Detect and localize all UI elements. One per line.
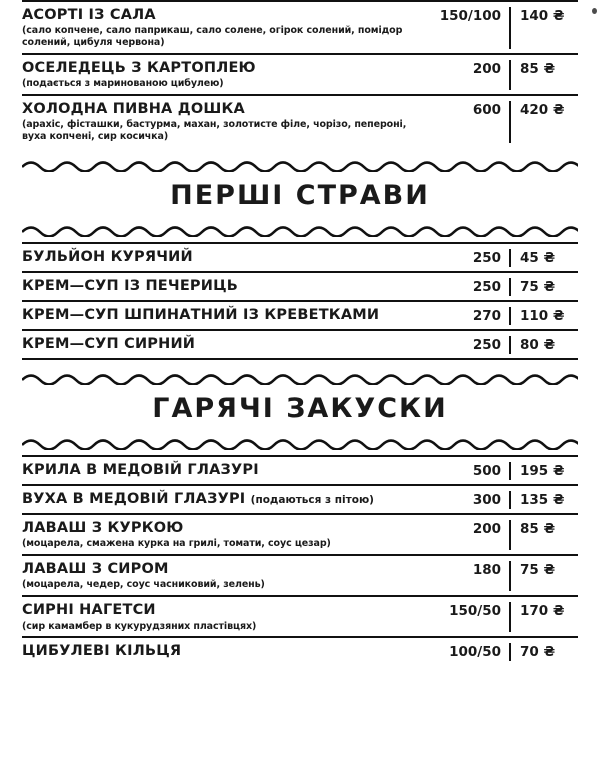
menu-item-title: ЦИБУЛЕВІ КІЛЬЦЯ <box>22 643 182 660</box>
menu-item-weight-cell <box>427 307 509 325</box>
menu-item-weight: 150/50 <box>449 603 501 620</box>
menu-item-price-cell <box>509 307 578 325</box>
menu-row <box>22 96 578 147</box>
menu-item-name-block <box>22 602 427 632</box>
menu-item-description: (подається з маринованою цибулею) <box>22 78 224 90</box>
section-header-pershi-stravy <box>22 156 578 237</box>
menu-item-weight: 150/100 <box>439 8 501 24</box>
menu-item-inline-note: (подаються з пітою) <box>250 494 374 507</box>
menu-item-weight-cell <box>427 462 509 480</box>
menu-item-price: 85 ₴ <box>520 521 556 538</box>
menu-item-title: ЛАВАШ З КУРКОЮ <box>22 520 184 537</box>
menu-item-weight: 270 <box>472 308 501 325</box>
menu-item-title: АСОРТІ ІЗ САЛА <box>22 7 156 23</box>
menu-item-weight-cell <box>427 643 509 661</box>
wave-divider-top <box>22 156 578 172</box>
menu-item-price-cell <box>509 520 578 550</box>
menu-item-description: (моцарела, чедер, соус часниковий, зелень) <box>22 579 265 591</box>
menu-item-price-cell <box>509 643 578 661</box>
menu-item-weight: 200 <box>472 521 501 538</box>
menu-row <box>22 273 578 302</box>
wave-divider-bottom <box>22 434 578 450</box>
menu-item-price: 195 ₴ <box>520 463 565 480</box>
section-cold-appetizers-items <box>22 0 578 147</box>
menu-item-title: СИРНІ НАГЕТСИ <box>22 602 156 619</box>
menu-item-price-cell <box>509 336 578 354</box>
menu-item-weight: 200 <box>472 60 501 77</box>
menu-row <box>22 302 578 331</box>
menu-item-weight: 250 <box>472 279 501 296</box>
menu-item-price: 75 ₴ <box>520 279 556 296</box>
menu-item-price-cell <box>509 491 578 509</box>
menu-item-price: 75 ₴ <box>520 562 556 579</box>
section-hot-appetizers-items <box>22 455 578 665</box>
menu-item-price: 80 ₴ <box>520 337 556 354</box>
menu-item-title: КРЕМ—СУП СИРНИЙ <box>22 336 196 353</box>
menu-item-price: 110 ₴ <box>520 308 565 325</box>
menu-item-name-block <box>22 561 427 591</box>
menu-item-name-block <box>22 60 427 90</box>
menu-item-name-block <box>22 491 427 507</box>
menu-item-weight-cell <box>427 249 509 267</box>
wave-divider-bottom <box>22 221 578 237</box>
menu-item-price: 85 ₴ <box>520 60 556 77</box>
menu-row <box>22 455 578 486</box>
menu-item-price: 140 ₴ <box>520 8 565 24</box>
menu-item-price-cell <box>509 602 578 632</box>
menu-item-weight-cell <box>427 7 509 25</box>
menu-item-weight-cell <box>427 561 509 579</box>
menu-item-title: ОСЕЛЕДЕЦЬ З КАРТОПЛЕЮ <box>22 59 256 76</box>
menu-item-name-block <box>22 520 427 550</box>
page-edge-artifact <box>592 8 597 14</box>
menu-item-weight: 250 <box>472 337 501 354</box>
menu-row <box>22 0 578 55</box>
menu-item-weight: 250 <box>472 250 501 267</box>
menu-row <box>22 486 578 515</box>
menu-item-weight: 600 <box>472 102 501 119</box>
menu-item-weight-cell <box>427 60 509 78</box>
wave-divider-top <box>22 369 578 385</box>
menu-item-weight-cell <box>427 491 509 509</box>
menu-item-name-block <box>22 462 427 478</box>
menu-item-title: ЛАВАШ З СИРОМ <box>22 561 169 578</box>
menu-item-price-cell <box>509 278 578 296</box>
section-header-hot-appetizers <box>22 369 578 450</box>
menu-item-price-cell <box>509 101 578 143</box>
menu-item-price: 70 ₴ <box>520 644 556 661</box>
menu-item-price-cell <box>509 561 578 591</box>
menu-row <box>22 515 578 556</box>
menu-row <box>22 597 578 638</box>
menu-item-title <box>22 491 419 507</box>
menu-item-name-block <box>22 307 427 323</box>
menu-row <box>22 331 578 360</box>
menu-item-weight: 300 <box>472 492 501 509</box>
menu-item-weight-cell <box>427 520 509 538</box>
section-title: ПЕРШІ СТРАВИ <box>170 180 430 212</box>
menu-item-price: 135 ₴ <box>520 492 565 509</box>
menu-item-weight-cell <box>427 336 509 354</box>
menu-item-description: (арахіс, фісташки, бастурма, махан, золотисте філе, чорізо, пепероні, вуха копчені, сир косичка) <box>22 119 407 143</box>
menu-item-price-cell <box>509 7 578 49</box>
menu-item-name-block <box>22 7 427 49</box>
menu-item-price-cell <box>509 249 578 267</box>
menu-item-name-block <box>22 278 427 294</box>
menu-row <box>22 556 578 597</box>
menu-item-price: 420 ₴ <box>520 102 565 119</box>
section-title: ГАРЯЧІ ЗАКУСКИ <box>152 393 448 425</box>
menu-item-price-cell <box>509 462 578 480</box>
menu-item-weight-cell <box>427 101 509 119</box>
menu-row <box>22 55 578 96</box>
menu-item-name-block <box>22 101 427 143</box>
menu-item-description: (моцарела, смажена курка на грилі, томати, соус цезар) <box>22 538 331 550</box>
menu-item-title-text: ВУХА В МЕДОВІЙ ГЛАЗУРІ <box>22 491 246 508</box>
menu-item-weight-cell <box>427 278 509 296</box>
menu-item-weight-cell <box>427 602 509 620</box>
menu-item-title: БУЛЬЙОН КУРЯЧИЙ <box>22 249 193 266</box>
section-pershi-stravy-items <box>22 242 578 360</box>
menu-item-title: КРЕМ—СУП ШПИНАТНИЙ ІЗ КРЕВЕТКАМИ <box>22 307 380 324</box>
menu-item-weight: 500 <box>472 463 501 480</box>
menu-item-name-block <box>22 249 427 265</box>
menu-item-title: КРЕМ—СУП ІЗ ПЕЧЕРИЦЬ <box>22 278 238 295</box>
menu-row <box>22 242 578 273</box>
menu-item-price: 45 ₴ <box>520 250 556 267</box>
menu-item-price-cell <box>509 60 578 90</box>
menu-item-name-block <box>22 336 427 352</box>
menu-item-weight: 180 <box>472 562 501 579</box>
menu-item-title: КРИЛА В МЕДОВІЙ ГЛАЗУРІ <box>22 462 259 479</box>
menu-item-price: 170 ₴ <box>520 603 565 620</box>
menu-row <box>22 638 578 665</box>
menu-item-description: (сир камамбер в кукурудзяних пластівцях) <box>22 620 257 632</box>
menu-item-title: ХОЛОДНА ПИВНА ДОШКА <box>22 101 245 118</box>
menu-item-weight: 100/50 <box>449 644 501 661</box>
menu-item-name-block <box>22 643 427 659</box>
menu-item-description: (сало копчене, сало паприкаш, сало солене, огірок солений, помідор солений, цибуля червона) <box>22 25 403 49</box>
